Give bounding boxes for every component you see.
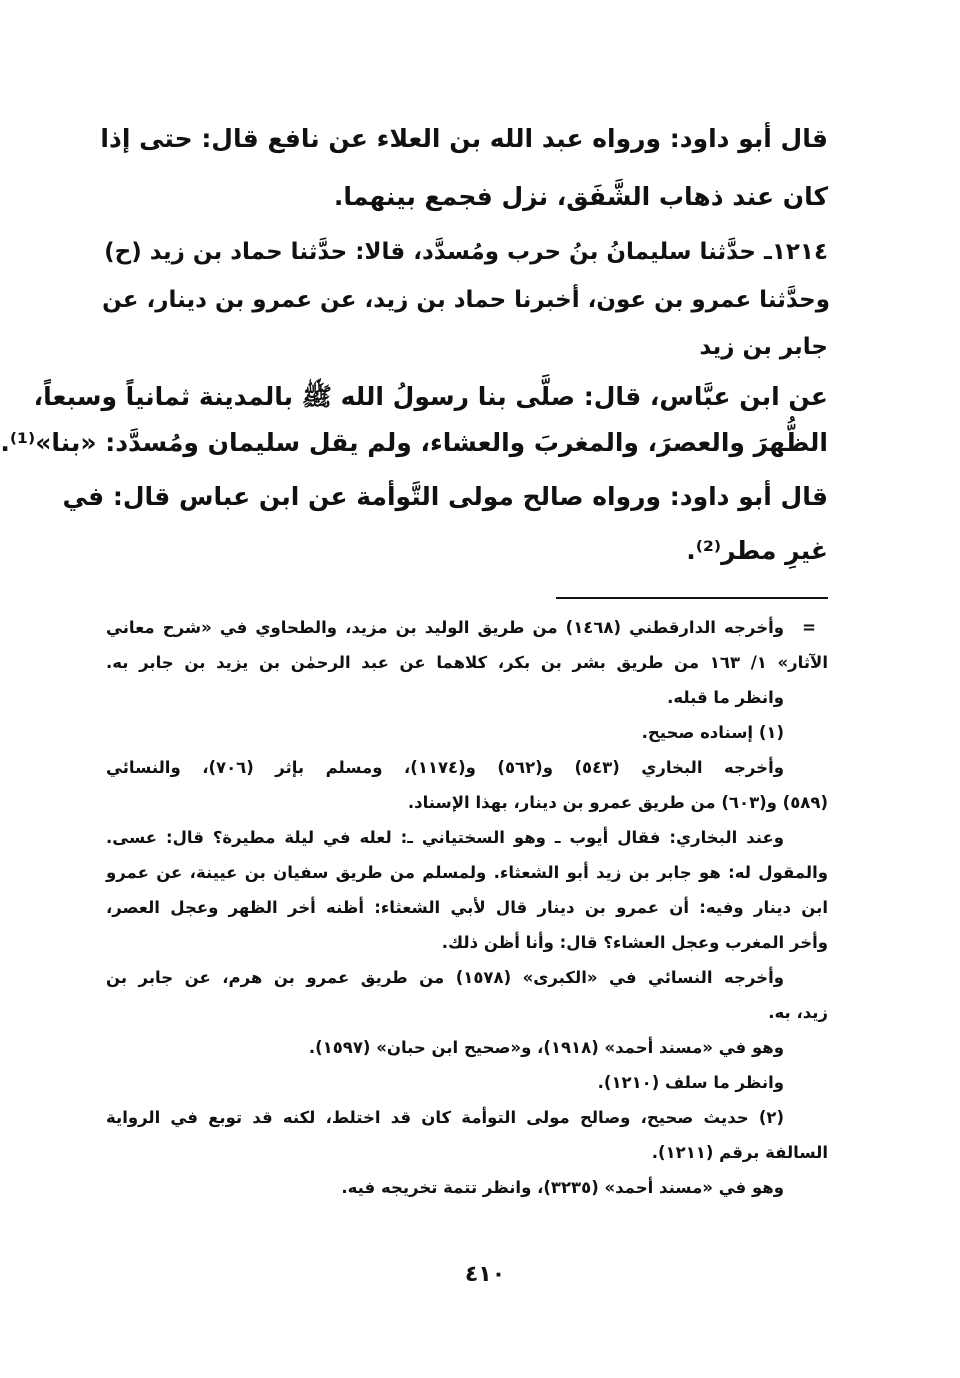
- main-line: الظُّهرَ والعصرَ، والمغربَ والعشاء، ولم يقل سليمان ومُسدَّد: «بنا»⁽¹⁾.: [0, 428, 828, 457]
- footnote-line: وهو في «مسند أحمد» (١٩١٨)، و«صحيح ابن حبان» (١٥٩٧).: [308, 1038, 784, 1057]
- footnote-line: وعند البخاري: فقال أيوب ـ وهو السختياني ـ: لعله في ليلة مطيرة؟ قال: عسى.: [106, 828, 784, 847]
- footnote-line: والمقول له: هو جابر بن زيد أبو الشعثاء. ولمسلم من طريق سفيان بن عيينة، عن عمرو: [106, 863, 828, 882]
- page-number: ٤١٠: [464, 1262, 506, 1287]
- footnote-line: السالفة برقم (١٢١١).: [651, 1143, 828, 1162]
- main-line: كان عند ذهاب الشَّفَق، نزل فجمع بينهما.: [333, 182, 828, 211]
- footnote-separator: [556, 597, 828, 599]
- footnote-line: وأخر المغرب وعجل العشاء؟ قال: وأنا أظن ذلك.: [441, 933, 828, 952]
- main-line: عن ابن عبَّاس، قال: صلَّى بنا رسولُ الله ﷺ بالمدينة ثمانياً وسبعاً،: [33, 382, 828, 411]
- continuation-mark: =: [802, 618, 816, 637]
- footnote-line: ابن دينار وفيه: أن عمرو بن دينار قال لأبي الشعثاء: أظنه أخر الظهر وعجل العصر،: [106, 898, 828, 917]
- footnote-line: [106, 610, 828, 645]
- footnote-line: وهو في «مسند أحمد» (٣٢٣٥)، وانظر تتمة تخريجه فيه.: [341, 1178, 784, 1197]
- footnote-line: وانظر ما سلف (١٢١٠).: [597, 1073, 784, 1092]
- main-line: قال أبو داود: ورواه عبد الله بن العلاء عن نافع قال: حتى إذا: [100, 124, 828, 153]
- main-line: قال أبو داود: ورواه صالح مولى التَّوأمة عن ابن عباس قال: في: [62, 482, 828, 511]
- footnote-line: (٢) حديث صحيح، وصالح مولى التوأمة كان قد اختلط، لكنه قد توبع في الرواية: [106, 1108, 784, 1127]
- footnote-line: (١) إسناده صحيح.: [641, 723, 784, 742]
- main-line: جابر بن زيد: [699, 334, 828, 360]
- footnote-line: وانظر ما قبله.: [667, 688, 784, 707]
- main-line: وحدَّثنا عمرو بن عون، أخبرنا حماد بن زيد، عن عمرو بن دينار، عن: [102, 287, 830, 313]
- footnote-line-text: وأخرجه الدارقطني (١٤٦٨) من طريق الوليد بن مزيد، والطحاوي في «شرح معاني: [106, 618, 784, 637]
- footnote-line: وأخرجه النسائي في «الكبرى» (١٥٧٨) من طريق عمرو بن هرم، عن جابر بن: [106, 968, 784, 987]
- footnote-line: زيد، به.: [768, 1003, 828, 1022]
- footnotes-block: [106, 610, 828, 1205]
- main-line: غيرِ مطر⁽²⁾.: [686, 536, 828, 565]
- main-line: ١٢١٤ـ حدَّثنا سليمانُ بنُ حرب ومُسدَّد، قالا: حدَّثنا حماد بن زيد (ح): [104, 239, 828, 265]
- footnote-line: وأخرجه البخاري (٥٤٣) و(٥٦٢) و(١١٧٤)، ومسلم بإثر (٧٠٦)، والنسائي: [106, 758, 784, 777]
- footnote-line: (٥٨٩) و(٦٠٣) من طريق عمرو بن دينار، بهذا الإسناد.: [407, 793, 828, 812]
- footnote-line: الآثار» ١/ ١٦٣ من طريق بشر بن بكر، كلاهما عن عبد الرحمٰن بن يزيد بن جابر به.: [106, 653, 828, 672]
